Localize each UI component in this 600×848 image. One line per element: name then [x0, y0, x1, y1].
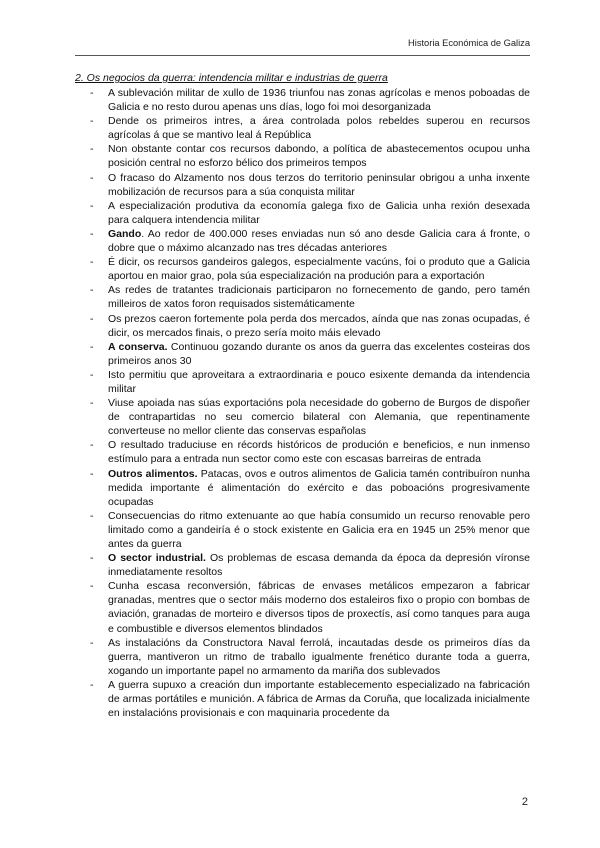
bullet-item: [75, 171, 530, 199]
bullet-bold-lead: A conserva.: [108, 340, 168, 353]
bullet-dash: -: [90, 580, 94, 593]
bullet-dash: -: [90, 467, 94, 480]
bullet-dash: -: [90, 143, 94, 156]
bullet-text: As redes de tratantes tradicionais participaron no fornecemento de gando, pero tamén milleiros de xatos foron requisados sistemáticamente: [108, 284, 530, 311]
bullet-text: . Ao redor de 400.000 reses enviadas nun só ano desde Galicia cara á fronte, o dobre que o máximo alcanzado nas tres décadas anteriores: [108, 227, 530, 255]
bullet-text: Os problemas de escasa demanda da época da depresión víronse inmediatamente resoltos: [108, 552, 530, 579]
bullet-item: [75, 636, 530, 678]
bullet-dash: -: [90, 678, 94, 691]
bullet-dash: -: [90, 439, 94, 452]
bullet-dash: -: [90, 552, 94, 565]
header-divider: [75, 55, 530, 56]
section-title: 2. Os negocios da guerra: intendencia militar e industrias de guerra: [75, 72, 388, 84]
bullet-item: [75, 438, 530, 466]
bullet-text: Non obstante contar cos recursos dabondo, a política de abastecementos ocupou unha posición central no esforzo bélico dos primeiros tempos: [108, 143, 530, 170]
bullet-item: [75, 86, 530, 114]
bullet-bold-lead: O sector industrial.: [108, 552, 206, 565]
bullet-text: Cunha escasa reconversión, fábricas de envases metálicos empezaron a fabricar granadas, mentres que o sector máis moderno dos estaleiros fixo o propio con bombas de aviación, granadas de morteiro e diversos tipos de proxectís, así como tanques para auga e combustible e diversos elementos blindados: [108, 580, 530, 635]
bullet-item: [75, 283, 530, 311]
bullet-dash: -: [90, 312, 94, 325]
bullet-item: [75, 467, 530, 509]
bullet-text: Dende os primeiros intres, a área controlada polos rebeldes superou en recursos agrícolas á que se mantivo leal á República: [108, 115, 530, 142]
bullet-item: [75, 678, 530, 720]
bullet-dash: -: [90, 284, 94, 297]
bullet-text: Viuse apoiada nas súas exportacións pola necesidade do goberno de Burgos de dispoñer de contrapartidas no seu comercio bilateral con Alemania, que repentinamente converteuse no mellor cliente das conservas españolas: [108, 397, 530, 438]
bullet-dash: -: [90, 397, 94, 410]
bullet-text: É dicir, os recursos gandeiros galegos, especialmente vacúns, foi o produto que a Galicia aportou en maior grao, pola súa especialización na produción para a exportación: [108, 256, 530, 283]
bullet-text: As instalacións da Constructora Naval ferrolá, incautadas desde os primeiros días da guerra, mantiveron un ritmo de traballo igualmente frenético durante toda a guerra, xogando un importante papel no armamento da mariña dos sublevados: [108, 636, 530, 677]
bullet-item: [75, 340, 530, 368]
running-header: Historia Económica de Galiza: [408, 38, 530, 48]
bullet-item: [75, 142, 530, 170]
bullet-item: [75, 312, 530, 340]
bullet-dash: -: [90, 227, 94, 240]
bullet-dash: -: [90, 368, 94, 381]
bullet-dash: -: [90, 340, 94, 353]
bullet-item: [75, 579, 530, 635]
bullet-item: [75, 396, 530, 438]
bullet-item: [75, 227, 530, 255]
bullet-bold-lead: Gando: [108, 227, 142, 240]
bullet-dash: -: [90, 115, 94, 128]
bullet-list: [75, 86, 530, 720]
bullet-item: [75, 255, 530, 283]
bullet-text: Patacas, ovos e outros alimentos de Galicia tamén contribuíron nunha medida importante é alimentación do exército e das poboacións progresivamente ocupadas: [108, 467, 531, 508]
bullet-text: O fracaso do Alzamento nos dous terzos do territorio peninsular obrigou a unha inxente mobilización de recursos para a súa conquista militar: [108, 171, 530, 198]
bullet-dash: -: [90, 636, 94, 649]
bullet-dash: -: [90, 256, 94, 269]
bullet-text: Isto permitiu que aproveitara a extraordinaria e pouco esixente demanda da intendencia militar: [108, 368, 530, 395]
bullet-text: O resultado traduciuse en récords históricos de produción e beneficios, e nun inmenso estímulo para a entrada nun sector como este con escasas barreiras de entrada: [108, 439, 530, 466]
bullet-text: A especialización produtiva da economía galega fixo de Galicia unha rexión desexada para calquera intendencia militar: [108, 199, 530, 226]
bullet-text: A sublevación militar de xullo de 1936 triunfou nas zonas agrícolas e menos poboadas de Galicia e no resto durou apenas uns días, logo foi moi desorganizada: [108, 87, 530, 114]
bullet-text: Continuou gozando durante os anos da guerra das excelentes costeiras dos primeiros anos 30: [108, 340, 530, 367]
page-number: 2: [521, 796, 528, 808]
bullet-item: [75, 368, 530, 396]
bullet-text: Os prezos caeron fortemente pola perda dos mercados, aínda que nas zonas ocupadas, é dicir, os mercados finais, o prezo sería moito máis elevado: [108, 312, 530, 339]
bullet-dash: -: [90, 87, 94, 99]
bullet-dash: -: [90, 509, 94, 522]
bullet-item: [75, 551, 530, 579]
bullet-text: Consecuencias do ritmo extenuante ao que había consumido un recurso renovable pero limitado como a gandeiría é o stock existente en Galicia era en 1945 un 25% menor que antes da guerra: [108, 509, 530, 550]
bullet-item: [75, 199, 530, 227]
bullet-bold-lead: Outros alimentos.: [108, 467, 198, 480]
bullet-dash: -: [90, 199, 94, 212]
bullet-item: [75, 509, 530, 551]
bullet-dash: -: [90, 171, 94, 184]
bullet-item: [75, 114, 530, 142]
bullet-text: A guerra supuxo a creación dun importante establecemento especializado na fabricación de armas portátiles e munición. A fábrica de Armas da Coruña, que localizada inicialmente en instalacións provisionais e con maquinaria procedente da: [108, 678, 530, 720]
